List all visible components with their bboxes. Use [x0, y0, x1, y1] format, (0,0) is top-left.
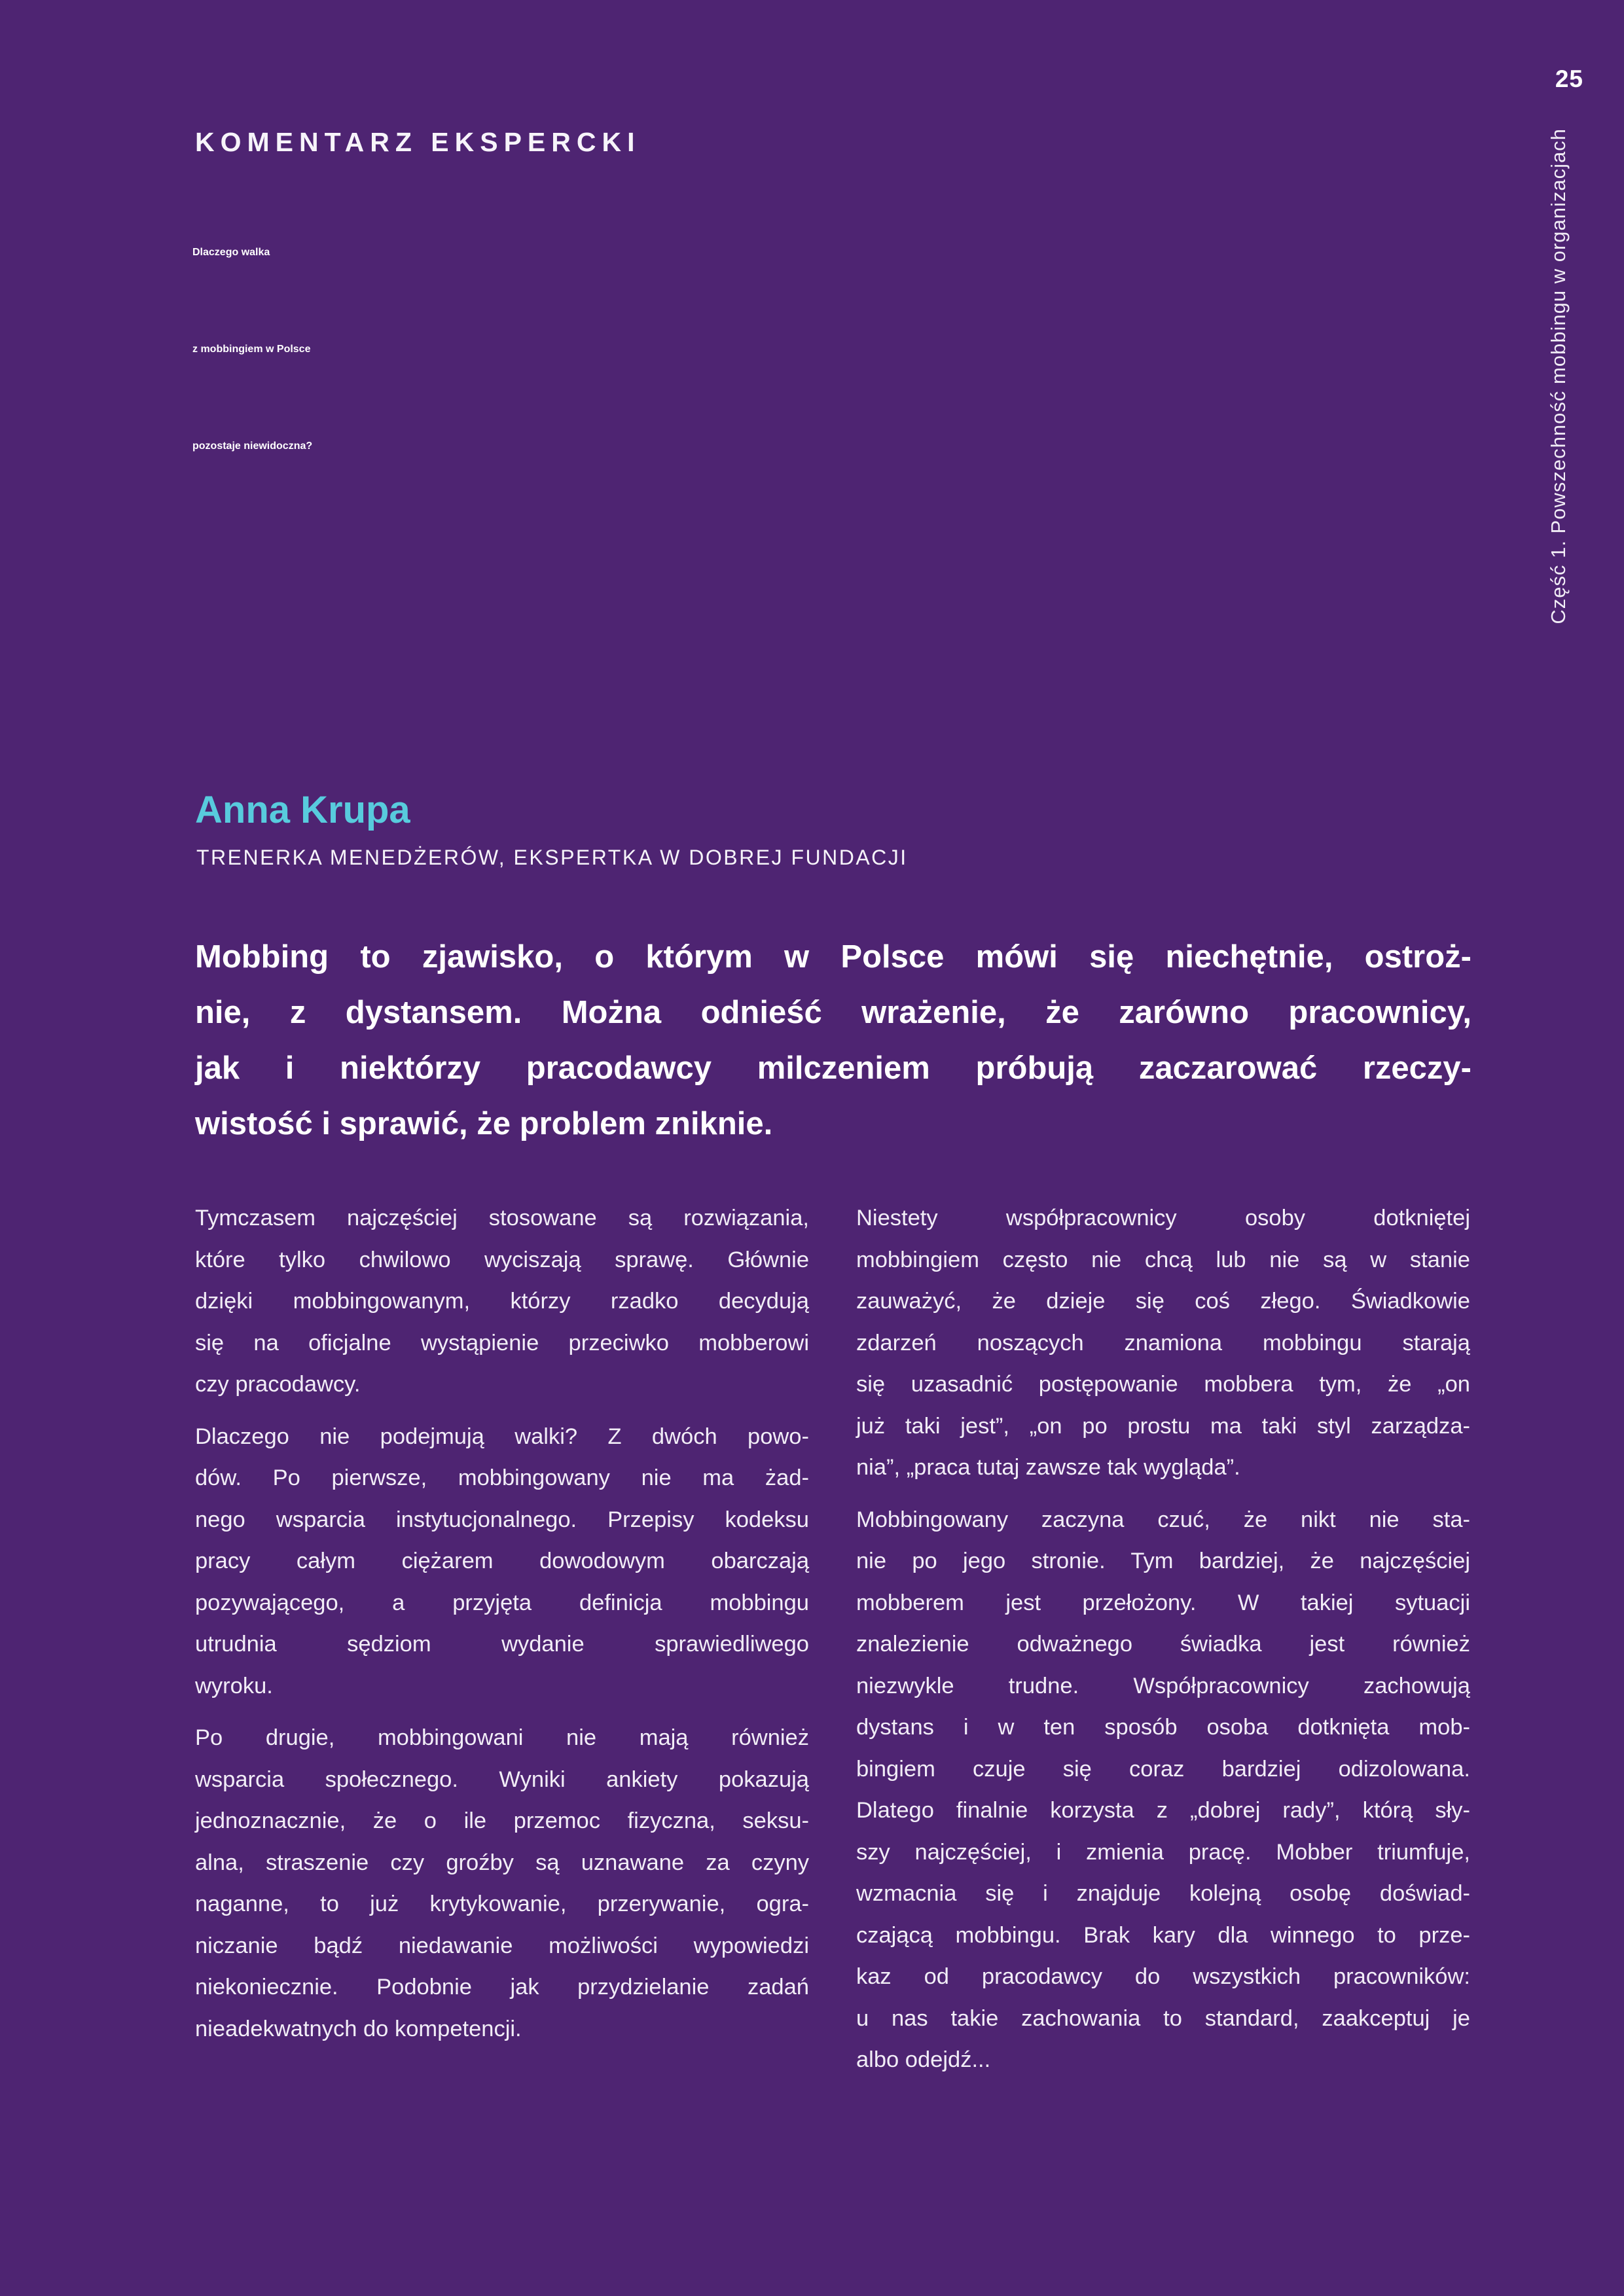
body-line: Niestety współpracownicy osoby dotkniętej — [856, 1206, 1470, 1230]
body-column-left — [195, 1198, 809, 2050]
body-paragraph — [856, 1198, 1470, 1489]
body-line: Po drugie, mobbingowani nie mają również — [195, 1725, 809, 1750]
body-paragraph — [195, 1416, 809, 1708]
body-line: Tymczasem najczęściej stosowane są rozwiązania, — [195, 1206, 809, 1230]
body-line: Dlaczego nie podejmują walki? Z dwóch powo- — [195, 1424, 809, 1449]
body-line: czającą mobbingu. Brak kary dla winnego to prze- — [856, 1922, 1470, 1948]
body-line: się uzasadnić postępowanie mobbera tym, że „on — [856, 1372, 1470, 1397]
body-line: mobberem jest przełożony. W takiej sytuacji — [856, 1590, 1470, 1615]
body-paragraph — [195, 929, 1471, 1152]
body-line: nieadekwatnych do kompetencji. — [195, 2016, 522, 2041]
body-column-right — [856, 1198, 1470, 2081]
body-line: nego wsparcia instytucjonalnego. Przepisy kodeksu — [195, 1507, 809, 1532]
body-line: pracy całym ciężarem dowodowym obarczają — [195, 1549, 809, 1573]
body-line: zdarzeń noszących znamiona mobbingu starają — [856, 1330, 1470, 1355]
page-number: 25 — [1555, 65, 1583, 92]
body-line: wzmacnia się i znajduje kolejną osobę doświad- — [856, 1881, 1470, 1906]
body-paragraph — [195, 1198, 809, 1406]
body-line: wistość i sprawić, że problem zniknie. — [195, 1106, 773, 1141]
body-paragraph — [195, 1717, 809, 2050]
body-line: pozywającego, a przyjęta definicja mobbingu — [195, 1590, 809, 1615]
body-line: już taki jest”, „on po prostu ma taki styl zarządza- — [856, 1413, 1470, 1439]
section-side-label: Część 1. Powszechność mobbingu w organizacjach — [1547, 128, 1570, 624]
body-line: dzięki mobbingowanym, którzy rzadko decydują — [195, 1289, 809, 1314]
kicker-label: KOMENTARZ EKSPERCKI — [195, 127, 641, 157]
body-line: jak i niektórzy pracodawcy milczeniem próbują zaczarować rzeczy- — [195, 1050, 1471, 1086]
body-line: czy pracodawcy. — [195, 1372, 361, 1397]
body-line: wsparcia społecznego. Wyniki ankiety pokazują — [195, 1767, 809, 1792]
article-title-line: Dlaczego walka — [192, 247, 270, 258]
body-line: nia”, „praca tutaj zawsze tak wygląda”. — [856, 1455, 1240, 1480]
body-line: u nas takie zachowania to standard, zaakceptuj je — [856, 2005, 1470, 2031]
body-line: jednoznacznie, że o ile przemoc fizyczna, seksu- — [195, 1808, 809, 1833]
body-line: zauważyć, że dzieje się coś złego. Świadkowie — [856, 1289, 1470, 1314]
body-line: nie po jego stronie. Tym bardziej, że najczęściej — [856, 1549, 1470, 1573]
body-line: dów. Po pierwsze, mobbingowany nie ma żad- — [195, 1465, 809, 1490]
body-paragraph — [856, 1499, 1470, 2081]
body-line: Mobbingowany zaczyna czuć, że nikt nie sta- — [856, 1507, 1470, 1532]
intro-paragraph — [195, 929, 1471, 1152]
body-line: szy najczęściej, i zmienia pracę. Mobber triumfuje, — [856, 1839, 1470, 1865]
body-line: znalezienie odważnego świadka jest również — [856, 1632, 1470, 1657]
body-line: niczanie bądź niedawanie możliwości wypowiedzi — [195, 1933, 809, 1958]
body-line: niekoniecznie. Podobnie jak przydzielanie zadań — [195, 1975, 809, 2000]
body-line: utrudnia sędziom wydanie sprawiedliwego — [195, 1632, 809, 1657]
body-line: nie, z dystansem. Można odnieść wrażenie, że zarówno pracownicy, — [195, 995, 1471, 1030]
author-role: TRENERKA MENEDŻERÓW, EKSPERTKA W DOBREJ FUNDACJI — [196, 846, 908, 869]
body-line: bingiem czuje się coraz bardziej odizolowana. — [856, 1756, 1470, 1782]
article-title-line: pozostaje niewidoczna? — [192, 440, 313, 452]
body-line: mobbingiem często nie chcą lub nie są w stanie — [856, 1247, 1470, 1272]
body-line: niezwykle trudne. Współpracownicy zachowują — [856, 1673, 1470, 1698]
body-line: się na oficjalne wystąpienie przeciwko mobberowi — [195, 1330, 809, 1355]
body-line: dystans i w ten sposób osoba dotknięta mob- — [856, 1715, 1470, 1740]
body-line: alna, straszenie czy groźby są uznawane za czyny — [195, 1850, 809, 1875]
body-line: naganne, to już krytykowanie, przerywanie, ogra- — [195, 1892, 809, 1916]
article-title-line: z mobbingiem w Polsce — [192, 344, 311, 355]
body-line: albo odejdź... — [856, 2047, 991, 2072]
article-title — [192, 204, 312, 495]
body-line: wyroku. — [195, 1673, 273, 1698]
body-line: kaz od pracodawcy do wszystkich pracowników: — [856, 1964, 1470, 1989]
body-line: Dlatego finalnie korzysta z „dobrej rady”, którą sły- — [856, 1798, 1470, 1823]
body-line: które tylko chwilowo wyciszają sprawę. Głównie — [195, 1247, 809, 1272]
author-name: Anna Krupa — [195, 789, 410, 831]
body-line: Mobbing to zjawisko, o którym w Polsce mówi się niechętnie, ostroż- — [195, 939, 1471, 975]
